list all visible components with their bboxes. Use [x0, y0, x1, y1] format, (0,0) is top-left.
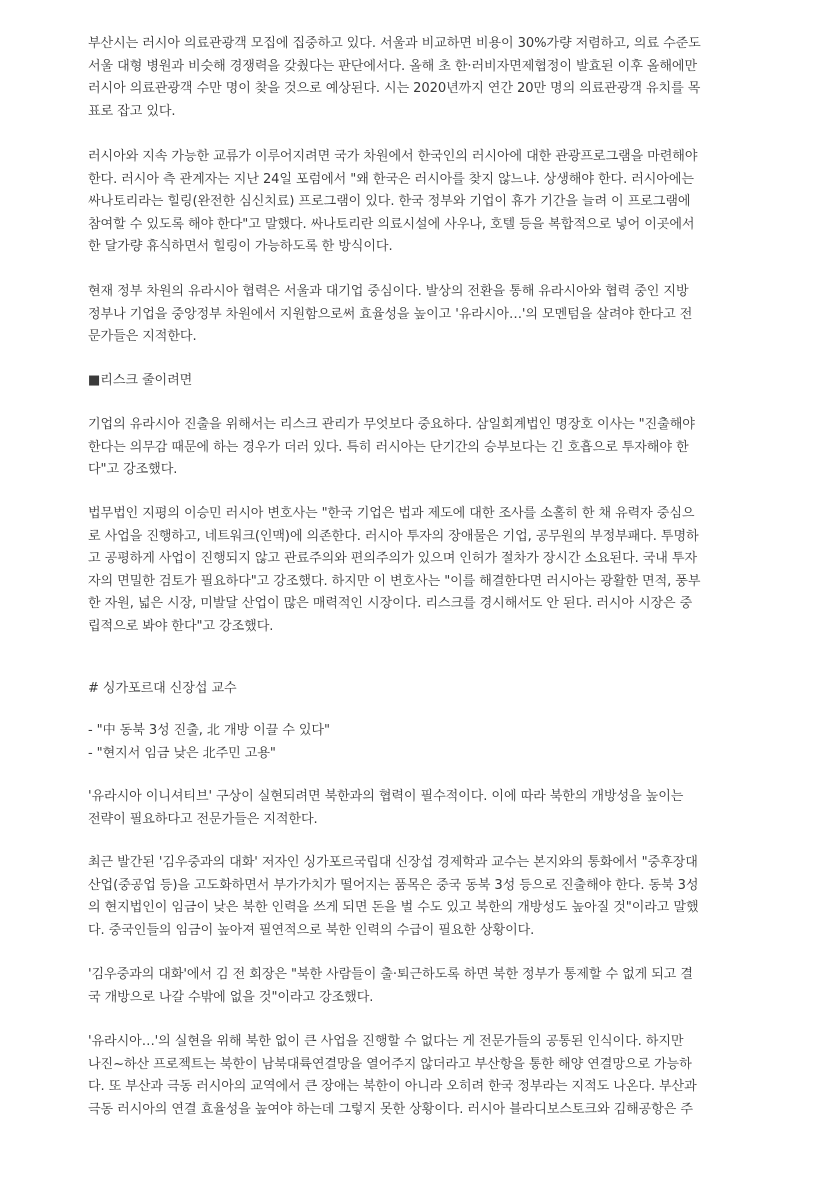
text-line: 러시아와 지속 가능한 교류가 이루어지려면 국가 차원에서 한국인의 러시아에 대한 관광프로그램을 마련해야 [88, 149, 698, 164]
text-line: 자의 면밀한 검토가 필요하다"고 강조했다. 하지만 이 변호사는 "이를 해결한다면 러시아는 광활한 면적, 풍부 [88, 573, 701, 589]
paragraph-professor-quote [88, 852, 748, 942]
text-line: 나진~하산 프로젝트는 북한이 남북대륙연결망을 열어주지 않더라고 부산항을 통한 해양 연결망으로 가능하 [88, 1056, 692, 1072]
text-line: 서울 대형 병원과 비슷해 경쟁력을 갖췄다는 판단에서다. 올해 초 한·러비자면제협정이 발효된 이후 올해에만 [88, 58, 698, 74]
text-line: 정부나 기업을 중앙정부 차원에서 지원함으로써 효율성을 높이고 '유라시아…'의 모멘텀을 살려야 한다고 전 [88, 306, 693, 322]
paragraph-medical-tourism [88, 33, 748, 123]
bullet-list [88, 720, 748, 765]
text-line: 극동 러시아의 연결 효율성을 높여야 하는데 그렇지 못한 상황이다. 러시아 블라디보스토크와 김해공항은 주 [88, 1101, 693, 1117]
text-line: 참여할 수 있도록 해야 한다"고 말했다. 싸나토리란 의료시설에 사우나, 호텔 등을 복합적으로 넣어 이곳에서 [88, 216, 695, 232]
paragraph-risk-management [88, 414, 748, 482]
text-line: 다. 중국인들의 임금이 높아져 필연적으로 북한 인력의 수급이 필요한 상황이다. [88, 922, 535, 938]
text-line: 립적으로 봐야 한다"고 강조했다. [88, 618, 274, 634]
text-line: 국 개방으로 나갈 수밖에 없을 것"이라고 강조했다. [88, 989, 374, 1005]
section-heading-professor [88, 678, 748, 701]
text-line: 한 달가량 휴식하면서 힐링이 가능하도록 한 방식이다. [88, 239, 393, 255]
text-line: 다"고 강조했다. [88, 462, 178, 478]
text-line: '김우중과의 대화'에서 김 전 회장은 "북한 사람들이 출·퇴근하도록 하면 북한 정부가 통제할 수 없게 되고 결 [88, 967, 693, 982]
text-line: '유라시아…'의 실현을 위해 북한 없이 큰 사업을 진행할 수 없다는 게 전문가들의 공통된 인식이다. 하지만 [88, 1034, 684, 1049]
text-line: 고 공평하게 사업이 진행되지 않고 관료주의와 편의주의가 있으며 인허가 절차가 장시간 소요된다. 국내 투자 [88, 551, 698, 567]
text-line: 한 자원, 넓은 시장, 미발달 산업이 많은 매력적인 시장이다. 리스크를 경시해서도 안 된다. 러시아 시장은 중 [88, 596, 693, 612]
text-line: 한다는 의무감 때문에 하는 경우가 더러 있다. 특히 러시아는 단기간의 승부보다는 긴 호흡으로 투자해야 한 [88, 439, 689, 455]
list-item: - "현지서 임금 낮은 北주민 고용" [88, 745, 276, 761]
paragraph-north-korea [88, 1031, 748, 1121]
text-line: 표로 잡고 있다. [88, 103, 176, 119]
text-line: 법무법인 지평의 이승민 러시아 변호사는 "한국 기업은 법과 제도에 대한 조사를 소홀히 한 채 유력자 중심으 [88, 506, 695, 521]
heading-text: ■리스크 줄이려면 [88, 373, 193, 388]
paragraph-kim-woo-choong [88, 964, 748, 1009]
text-line: 의 현지법인이 임금이 낮은 북한 인력을 쓰게 되면 돈을 벌 수도 있고 북한의 개방성도 높아질 것"이라고 말했 [88, 900, 699, 916]
text-line: '유라시아 이니셔티브' 구상이 실현되려면 북한과의 협력이 필수적이다. 이에 따라 북한의 개방성을 높이는 [88, 789, 684, 804]
text-line: 최근 발간된 '김우중과의 대화' 저자인 싱가포르국립대 신장섭 경제학과 교수는 본지와의 통화에서 "중후장대 [88, 855, 698, 870]
text-line: 문가들은 지적한다. [88, 329, 197, 345]
list-item: - "中 동북 3성 진출, 北 개방 이끌 수 있다" [88, 723, 330, 738]
text-line: 현재 정부 차원의 유라시아 협력은 서울과 대기업 중심이다. 발상의 전환을 통해 유라시아와 협력 중인 지방 [88, 284, 689, 299]
text-line: 기업의 유라시아 진출을 위해서는 리스크 관리가 무엇보다 중요하다. 삼일회계법인 명장호 이사는 "진출해야 [88, 417, 695, 432]
heading-text: # 싱가포르대 신장섭 교수 [88, 681, 237, 696]
text-line: 다. 또 부산과 극동 러시아의 교역에서 큰 장애는 북한이 아니라 오히려 한국 정부라는 지적도 나온다. 부산과 [88, 1079, 697, 1095]
text-line: 산업(중공업 등)을 고도화하면서 부가가치가 떨어지는 품목은 중국 동북 3성 등으로 진출해야 한다. 동북 3성 [88, 877, 699, 893]
text-line: 한다. 러시아 측 관계자는 지난 24일 포럼에서 "왜 한국은 러시아를 찾지 않느냐. 상생해야 한다. 러시아에는 [88, 171, 694, 187]
text-line: 러시아 의료관광객 수만 명이 찾을 것으로 예상된다. 시는 2020년까지 연간 20만 명의 의료관광객 유치를 목 [88, 81, 701, 97]
text-line: 로 사업을 진행하고, 네트워크(인맥)에 의존한다. 러시아 투자의 장애물은 기업, 공무원의 부정부패다. 투명하 [88, 528, 699, 544]
text-line: 부산시는 러시아 의료관광객 모집에 집중하고 있다. 서울과 비교하면 비용이 30%가량 저렴하고, 의료 수준도 [88, 36, 701, 51]
text-line: 싸나토리라는 힐링(완전한 심신치료) 프로그램이 있다. 한국 정부와 기업이 휴가 기간을 늘려 이 프로그램에 [88, 194, 691, 210]
section-heading-risk [88, 370, 748, 393]
paragraph-sanatorium [88, 146, 748, 259]
paragraph-government-cooperation [88, 281, 748, 349]
text-line: 전략이 필요하다고 전문가들은 지적한다. [88, 811, 318, 827]
paragraph-lawyer-quote [88, 503, 748, 639]
paragraph-eurasia-initiative [88, 786, 748, 831]
